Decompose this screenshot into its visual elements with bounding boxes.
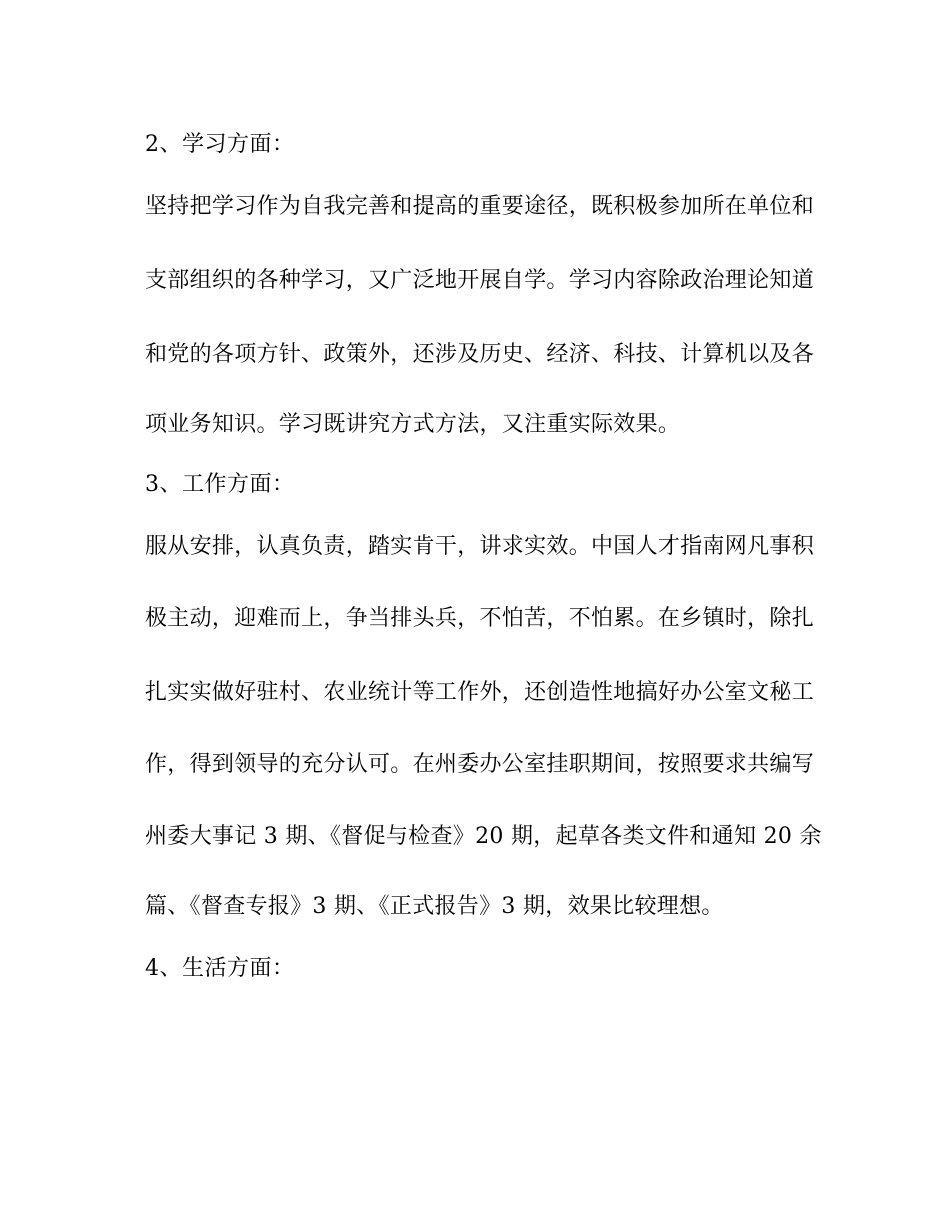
paragraph-line: 州委大事记 3 期、《督促与检查》20 期，起草各类文件和通知 20 余 (145, 824, 822, 849)
paragraph-line: 扎实实做好驻村、农业统计等工作外，还创造性地搞好办公室文秘工 (145, 680, 815, 705)
section-heading-life: 4、生活方面： (145, 956, 295, 981)
paragraph-line: 极主动，迎难而上，争当排头兵，不怕苦，不怕累。在乡镇时，除扎 (145, 606, 815, 631)
paragraph-line: 坚持把学习作为自我完善和提高的重要途径，既积极参加所在单位和 (145, 194, 815, 219)
paragraph-line: 篇、《督查专报》3 期、《正式报告》3 期，效果比较理想。 (145, 894, 724, 919)
paragraph-line: 作，得到领导的充分认可。在州委办公室挂职期间，按照要求共编写 (145, 752, 815, 777)
paragraph-line: 项业务知识。学习既讲究方式方法，又注重实际效果。 (145, 412, 681, 437)
paragraph-line: 服从安排，认真负责，踏实肯干，讲求实效。中国人才指南网凡事积 (145, 534, 815, 559)
paragraph-line: 和党的各项方针、政策外，还涉及历史、经济、科技、计算机以及各 (145, 342, 815, 367)
section-heading-work: 3、工作方面： (145, 472, 295, 497)
paragraph-line: 支部组织的各种学习，又广泛地开展自学。学习内容除政治理论知道 (145, 268, 815, 293)
section-heading-study: 2、学习方面： (145, 132, 295, 157)
